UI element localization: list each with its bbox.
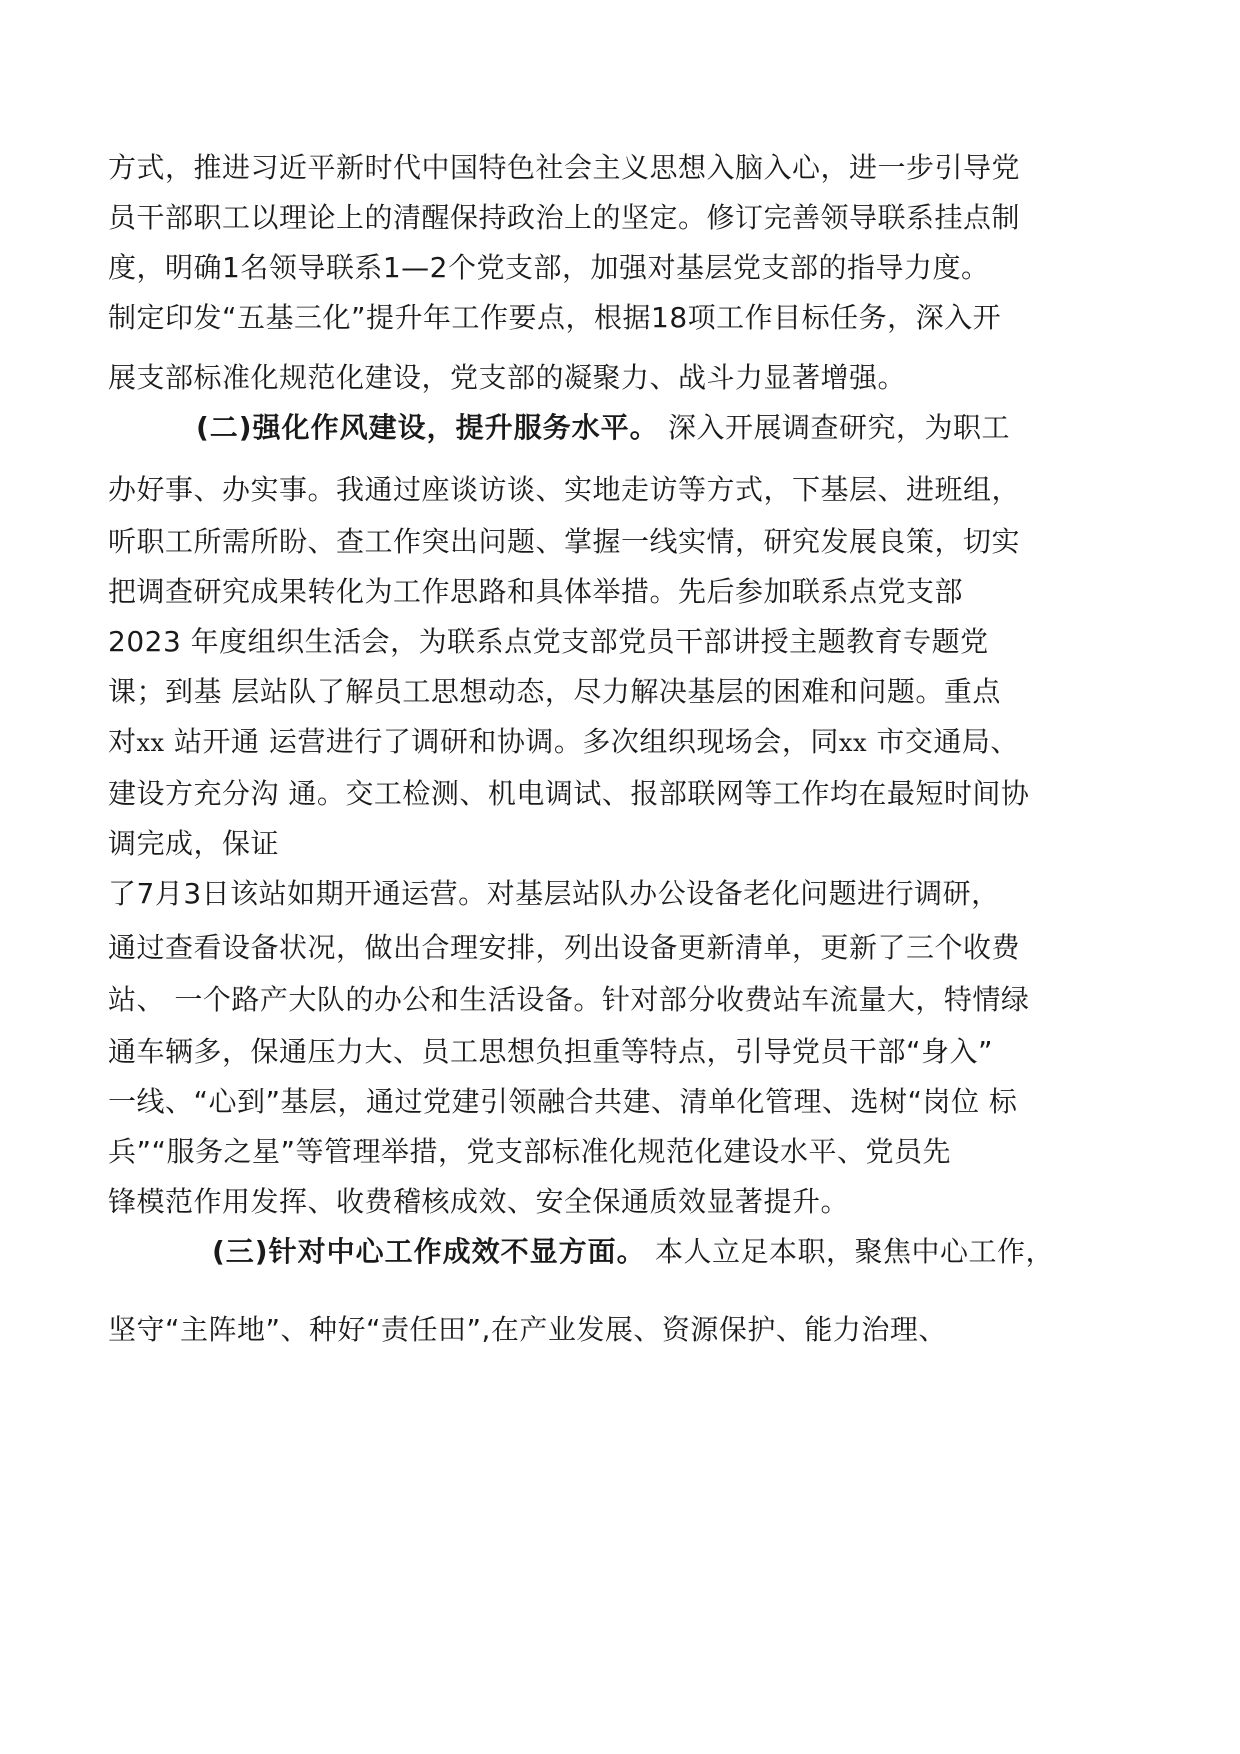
section-two-line [196, 408, 1010, 448]
paragraph-line: 展支部标准化规范化建设，党支部的凝聚力、战斗力显著增强。 [108, 361, 907, 394]
paragraph-line-key [108, 722, 1019, 762]
line-suffix: 市交通局、 [866, 725, 1019, 758]
paragraph-line: 建设方充分沟 通。交工检测、机电调试、报部联网等工作均在最短时间协 [108, 777, 1030, 810]
section-two-text: 深入开展调查研究，为职工 [658, 411, 1011, 444]
paragraph-line: 听职工所需所盼、查工作突出问题、掌握一线实情，研究发展良策，切实 [108, 525, 1021, 558]
section-three-text: 本人立足本职，聚焦中心工作， [645, 1235, 1055, 1268]
paragraph-line: 坚守“主阵地”、种好“责任田”,在产业发展、资源保护、能力治理、 [108, 1313, 947, 1346]
paragraph-line: 一线、“心到”基层，通过党建引领融合共建、清单化管理、选树“岗位 标 [108, 1085, 1018, 1118]
paragraph-line: 度，明确1名领导联系1—2个党支部，加强对基层党支部的指导力度。 [108, 251, 990, 284]
section-three-line [212, 1232, 1054, 1272]
line-prefix: 对 [108, 725, 137, 758]
paragraph-line: 办好事、办实事。我通过座谈访谈、实地走访等方式，下基层、进班组， [108, 473, 1021, 506]
section-two-heading: (二)强化作风建设，提升服务水平。 [196, 411, 659, 444]
paragraph-line: 2023 年度组织生活会，为联系点党支部党员干部讲授主题教育专题党 [108, 625, 989, 658]
paragraph-line: 课；到基 层站队了解员工思想动态，尽力解决基层的困难和问题。重点 [108, 675, 1001, 708]
paragraph-line: 调完成，保证 [108, 827, 280, 860]
paragraph-line: 把调查研究成果转化为工作思路和具体举措。先后参加联系点党支部 [108, 575, 964, 608]
paragraph-line: 通过查看设备状况，做出合理安排，列出设备更新清单，更新了三个收费 [108, 931, 1021, 964]
paragraph-line: 员干部职工以理论上的清醒保持政治上的坚定。修订完善领导联系挂点制 [108, 201, 1021, 234]
paragraph-line: 方式，推进习近平新时代中国特色社会主义思想入脑入心，进一步引导党 [108, 151, 1021, 184]
redacted-place: xx [136, 729, 165, 757]
redacted-place: xx [838, 729, 867, 757]
paragraph-line: 站、 一个路产大队的办公和生活设备。针对部分收费站车流量大，特情绿 [108, 983, 1030, 1016]
paragraph-line: 制定印发“五基三化”提升年工作要点，根据18项工作目标任务，深入开 [108, 301, 1002, 334]
paragraph-line: 兵”“服务之星”等管理举措，党支部标准化规范化建设水平、党员先 [108, 1135, 952, 1168]
paragraph-line: 了7月3日该站如期开通运营。对基层站队办公设备老化问题进行调研， [108, 877, 1000, 910]
line-middle: 站开通 运营进行了调研和协调。多次组织现场会，同 [164, 725, 839, 758]
paragraph-line: 通车辆多，保通压力大、员工思想负担重等特点，引导党员干部“身入” [108, 1035, 994, 1068]
paragraph-line: 锋模范作用发挥、收费稽核成效、安全保通质效显著提升。 [108, 1185, 850, 1218]
section-three-heading: (三)针对中心工作成效不显方面。 [212, 1235, 646, 1268]
